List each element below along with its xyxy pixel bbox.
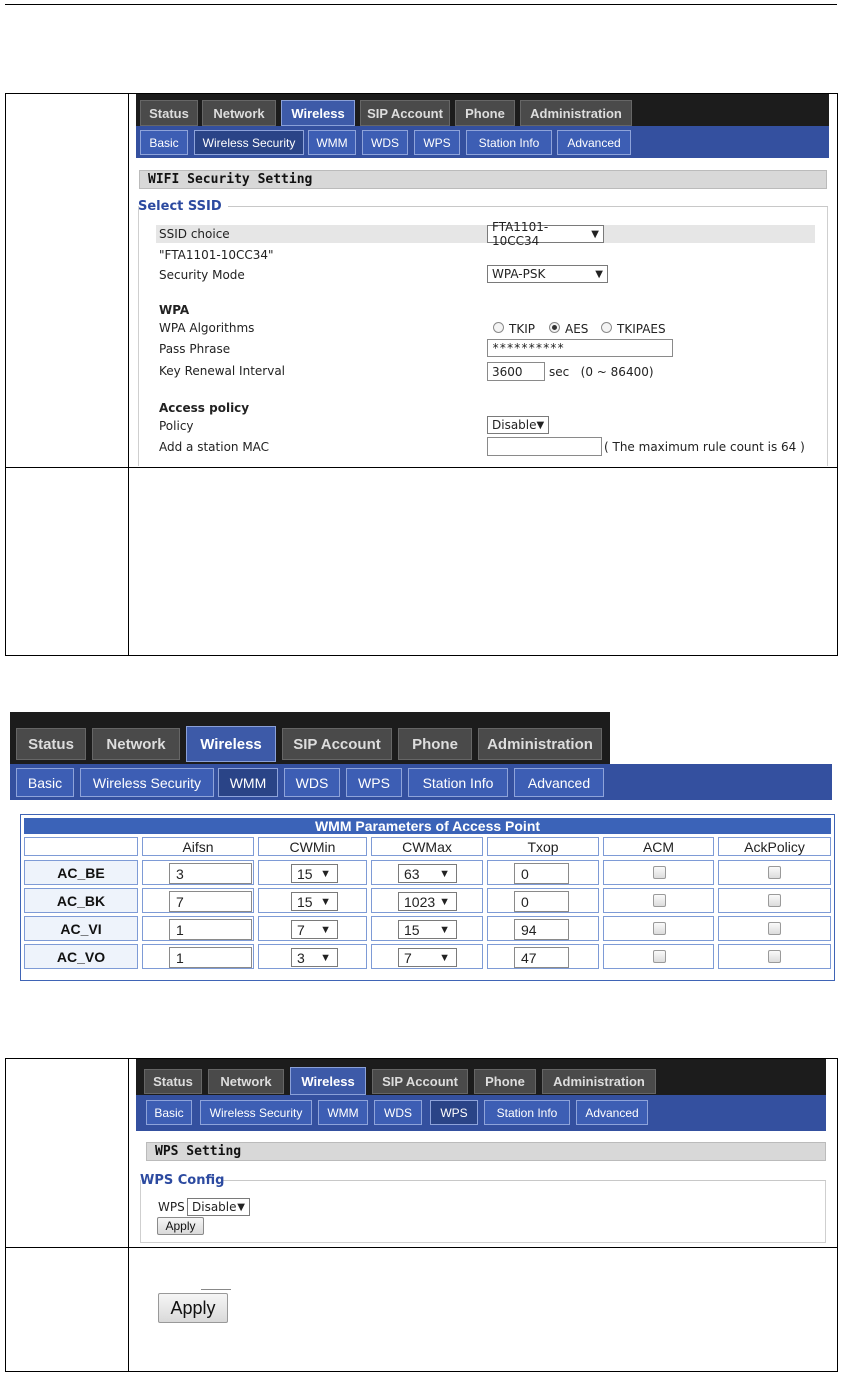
router-ui-wps <box>136 1059 826 1245</box>
top-tab-status[interactable]: Status <box>140 100 198 126</box>
policy-label: Policy <box>159 419 194 433</box>
chevron-down-icon: ▼ <box>320 867 331 880</box>
top-tab-administration[interactable]: Administration <box>542 1069 656 1094</box>
max-rule-note: ( The maximum rule count is 64 ) <box>604 440 805 454</box>
cwmax-value: 7 <box>404 949 412 966</box>
radio-aes-label: AES <box>565 322 589 336</box>
pass-phrase-label: Pass Phrase <box>159 342 231 356</box>
page-top-rule <box>5 4 837 5</box>
security-mode-select[interactable] <box>487 265 608 283</box>
ssid-quoted-name: "FTA1101-10CC34" <box>159 248 274 262</box>
chevron-down-icon: ▼ <box>536 419 545 431</box>
doc-table-column-divider <box>128 94 129 655</box>
top-tab-phone[interactable]: Phone <box>455 100 515 126</box>
cwmin-value: 15 <box>297 865 313 882</box>
sub-tab-wps[interactable]: WPS <box>346 768 402 797</box>
chevron-down-icon: ▼ <box>591 228 599 240</box>
cwmax-value: 63 <box>404 865 420 882</box>
top-nav-bar <box>10 712 610 764</box>
sub-tab-wireless-security[interactable]: Wireless Security <box>194 130 304 155</box>
key-renewal-label: Key Renewal Interval <box>159 364 286 378</box>
router-ui-wmm <box>10 712 832 800</box>
cwmax-select[interactable] <box>398 864 457 883</box>
chevron-down-icon: ▼ <box>237 1201 245 1213</box>
sub-tab-wps[interactable]: WPS <box>414 130 460 155</box>
policy-select[interactable] <box>487 416 549 434</box>
wmm-row-header: AC_VI <box>24 916 138 941</box>
router-ui-wireless-security <box>136 94 829 466</box>
chevron-down-icon: ▼ <box>439 867 450 880</box>
wmm-row-header: AC_BE <box>24 860 138 885</box>
sub-tab-wmm[interactable]: WMM <box>218 768 278 797</box>
wmm-column-header: Aifsn <box>142 837 254 856</box>
cwmin-select[interactable] <box>291 892 338 911</box>
radio-tkipaes[interactable] <box>601 322 612 333</box>
wpa-heading: WPA <box>159 303 190 317</box>
wmm-column-header: CWMin <box>258 837 367 856</box>
sub-tab-advanced[interactable]: Advanced <box>514 768 604 797</box>
wps-select[interactable] <box>187 1198 250 1216</box>
acm-checkbox[interactable] <box>653 894 666 907</box>
wps-label: WPS <box>158 1200 185 1214</box>
sub-tab-station-info[interactable]: Station Info <box>484 1100 570 1125</box>
top-tab-wireless[interactable]: Wireless <box>290 1067 366 1095</box>
cwmax-value: 1023 <box>404 893 436 910</box>
top-tab-network[interactable]: Network <box>92 728 180 760</box>
radio-tkip-label: TKIP <box>509 322 535 336</box>
wmm-row-header: AC_VO <box>24 944 138 969</box>
top-tab-sip-account[interactable]: SIP Account <box>360 100 450 126</box>
chevron-down-icon: ▼ <box>320 951 331 964</box>
sub-tab-station-info[interactable]: Station Info <box>408 768 508 797</box>
sub-tab-advanced[interactable]: Advanced <box>576 1100 648 1125</box>
legend-line <box>222 1180 826 1181</box>
wmm-row-header: AC_BK <box>24 888 138 913</box>
sub-tab-advanced[interactable]: Advanced <box>557 130 631 155</box>
ackpolicy-checkbox[interactable] <box>768 922 781 935</box>
sub-tab-wireless-security[interactable]: Wireless Security <box>80 768 214 797</box>
sub-tab-wireless-security[interactable]: Wireless Security <box>200 1100 312 1125</box>
chevron-down-icon: ▼ <box>320 895 331 908</box>
wmm-column-header: AckPolicy <box>718 837 831 856</box>
aifsn-input[interactable]: 7 <box>169 891 252 912</box>
top-tab-sip-account[interactable]: SIP Account <box>372 1069 468 1094</box>
top-tab-network[interactable]: Network <box>202 100 276 126</box>
acm-checkbox[interactable] <box>653 866 666 879</box>
sub-tab-basic[interactable]: Basic <box>140 130 188 155</box>
ssid-choice-select[interactable] <box>487 220 604 248</box>
apply-button[interactable]: Apply <box>157 1217 204 1235</box>
section-title: WIFI Security Setting <box>139 170 827 189</box>
cwmax-value: 15 <box>404 921 420 938</box>
top-tab-wireless[interactable]: Wireless <box>186 726 276 762</box>
top-tab-status[interactable]: Status <box>144 1069 202 1094</box>
ackpolicy-checkbox[interactable] <box>768 866 781 879</box>
wps-select-value: Disable <box>192 1200 237 1214</box>
top-tab-wireless[interactable]: Wireless <box>281 100 355 126</box>
wmm-column-header: Txop <box>487 837 599 856</box>
top-tab-administration[interactable]: Administration <box>478 728 602 760</box>
cwmax-select[interactable] <box>398 920 457 939</box>
cwmax-select[interactable] <box>398 892 457 911</box>
sub-tab-wmm[interactable]: WMM <box>308 130 356 155</box>
sub-tab-wds[interactable]: WDS <box>374 1100 422 1125</box>
key-renewal-unit: sec (0 ~ 86400) <box>549 365 654 379</box>
wmm-column-header: CWMax <box>371 837 483 856</box>
top-tab-administration[interactable]: Administration <box>520 100 632 126</box>
sub-tab-basic[interactable]: Basic <box>146 1100 192 1125</box>
sub-tab-wmm[interactable]: WMM <box>318 1100 368 1125</box>
radio-tkipaes-label: TKIPAES <box>617 322 666 336</box>
access-policy-heading: Access policy <box>159 401 250 415</box>
radio-aes[interactable] <box>549 322 560 333</box>
sub-tab-wps[interactable]: WPS <box>430 1100 478 1125</box>
cwmax-select[interactable] <box>398 948 457 967</box>
sub-tab-wds[interactable]: WDS <box>284 768 340 797</box>
chevron-down-icon: ▼ <box>439 895 450 908</box>
apply-button-mark <box>201 1289 231 1290</box>
chevron-down-icon: ▼ <box>595 268 603 280</box>
select-ssid-legend: Select SSID <box>138 199 222 214</box>
chevron-down-icon: ▼ <box>320 923 331 936</box>
chevron-down-icon: ▼ <box>439 951 450 964</box>
cwmin-select[interactable] <box>291 864 338 883</box>
aifsn-input[interactable]: 1 <box>169 919 252 940</box>
add-mac-label: Add a station MAC <box>159 440 270 454</box>
select-ssid-fieldset <box>138 206 828 466</box>
cwmin-value: 15 <box>297 893 313 910</box>
wps-config-legend: WPS Config <box>140 1173 225 1188</box>
top-tab-phone[interactable]: Phone <box>474 1069 536 1094</box>
ackpolicy-checkbox[interactable] <box>768 894 781 907</box>
cwmin-value: 7 <box>297 921 305 938</box>
top-nav-bar <box>136 94 829 126</box>
top-tab-sip-account[interactable]: SIP Account <box>282 728 392 760</box>
txop-input[interactable]: 47 <box>514 947 569 968</box>
txop-input[interactable]: 0 <box>514 891 569 912</box>
ssid-choice-row <box>156 225 815 243</box>
doc-table-column-divider <box>128 1059 129 1371</box>
apply-button-large[interactable]: Apply <box>158 1293 228 1323</box>
cwmin-value: 3 <box>297 949 305 966</box>
ssid-choice-label: SSID choice <box>159 227 230 241</box>
key-renewal-input[interactable]: 3600 <box>487 362 545 381</box>
sub-tab-basic[interactable]: Basic <box>16 768 74 797</box>
top-tab-status[interactable]: Status <box>16 728 86 760</box>
chevron-down-icon: ▼ <box>439 923 450 936</box>
sub-nav-bar <box>136 126 829 158</box>
sub-nav-bar <box>10 764 832 800</box>
cwmin-select[interactable] <box>291 920 338 939</box>
acm-checkbox[interactable] <box>653 950 666 963</box>
txop-input[interactable]: 94 <box>514 919 569 940</box>
ssid-choice-value: FTA1101-10CC34 <box>492 220 549 248</box>
security-mode-label: Security Mode <box>159 268 245 282</box>
acm-checkbox[interactable] <box>653 922 666 935</box>
wpa-algorithms-label: WPA Algorithms <box>159 321 255 335</box>
cwmin-select[interactable] <box>291 948 338 967</box>
legend-line <box>228 206 828 207</box>
section-title: WPS Setting <box>146 1142 826 1161</box>
policy-value: Disable <box>492 418 537 432</box>
sub-tab-station-info[interactable]: Station Info <box>466 130 552 155</box>
wmm-column-header <box>24 837 138 856</box>
wmm-column-header: ACM <box>603 837 714 856</box>
wmm-parameters-table <box>20 814 835 981</box>
sub-nav-bar <box>136 1095 826 1131</box>
aifsn-input[interactable]: 3 <box>169 863 252 884</box>
top-tab-phone[interactable]: Phone <box>398 728 472 760</box>
top-nav-bar <box>136 1059 826 1095</box>
add-mac-input[interactable] <box>487 437 602 456</box>
wmm-table-title: WMM Parameters of Access Point <box>24 818 831 834</box>
sub-tab-wds[interactable]: WDS <box>362 130 408 155</box>
radio-tkip[interactable] <box>493 322 504 333</box>
txop-input[interactable]: 0 <box>514 863 569 884</box>
pass-phrase-input[interactable]: ********** <box>487 339 673 357</box>
aifsn-input[interactable]: 1 <box>169 947 252 968</box>
top-tab-network[interactable]: Network <box>208 1069 284 1094</box>
security-mode-value: WPA-PSK <box>492 267 546 281</box>
ackpolicy-checkbox[interactable] <box>768 950 781 963</box>
